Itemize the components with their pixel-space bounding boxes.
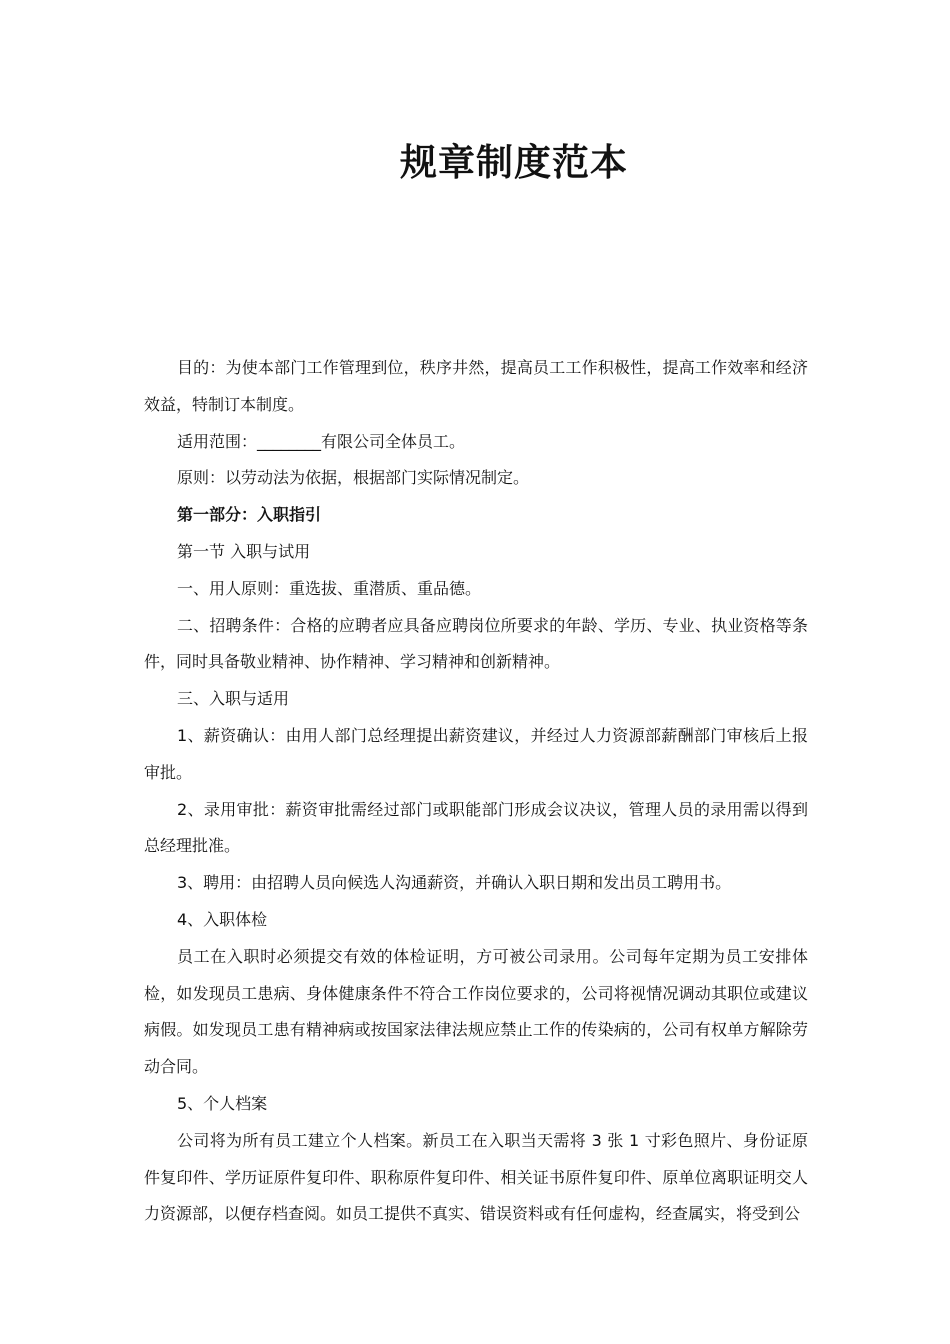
part-heading: 第一部分：入职指引: [177, 505, 322, 525]
document-body: [144, 350, 808, 1233]
paragraph-hiring-principle: 一、用人原则：重选拔、重潜质、重品德。: [177, 578, 482, 598]
paragraph-onboarding-heading: 三、入职与适用: [177, 689, 290, 709]
paragraph-salary-confirmation: 1、薪资确认：由用人部门总经理提出薪资建议，并经过人力资源部薪酬部门审核后上报审批。: [144, 725, 808, 782]
paragraph-hiring-approval: 2、录用审批：薪资审批需经过部门或职能部门形成会议决议，管理人员的录用需以得到总经理批准。: [144, 799, 808, 856]
paragraph-principle: 原则：以劳动法为依据，根据部门实际情况制定。: [177, 468, 530, 488]
paragraph-personal-file-body: 公司将为所有员工建立个人档案。新员工在入职当天需将 3 张 1 寸彩色照片、身份证原件复印件、学历证原件复印件、职称原件复印件、相关证书原件复印件、原单位离职证明交人力资源部，以便存档查阅。如员工提供不真实、错误资料或有任何虚构，经查属实，将受到公: [144, 1130, 808, 1224]
paragraph-health-check-body: 员工在入职时必须提交有效的体检证明，方可被公司录用。公司每年定期为员工安排体检，如发现员工患病、身体健康条件不符合工作岗位要求的，公司将视情况调动其职位或建议病假。如发现员工患有精神病或按国家法律法规应禁止工作的传染病的，公司有权单方解除劳动合同。: [144, 946, 808, 1077]
paragraph-personal-file-heading: 5、个人档案: [177, 1093, 268, 1113]
paragraph-health-check-heading: 4、入职体检: [177, 909, 268, 929]
paragraph-scope: 适用范围：________有限公司全体员工。: [177, 431, 466, 451]
paragraph-purpose: 目的：为使本部门工作管理到位，秩序井然，提高员工工作积极性，提高工作效率和经济效益，特制订本制度。: [144, 358, 808, 414]
document-title: 规章制度范本: [400, 141, 628, 184]
section-heading: 第一节 入职与试用: [177, 541, 311, 561]
paragraph-hiring-conditions: 二、招聘条件：合格的应聘者应具备应聘岗位所要求的年龄、学历、专业、执业资格等条件，同时具备敬业精神、协作精神、学习精神和创新精神。: [144, 615, 808, 672]
paragraph-employment: 3、聘用：由招聘人员向候选人沟通薪资，并确认入职日期和发出员工聘用书。: [177, 873, 732, 893]
